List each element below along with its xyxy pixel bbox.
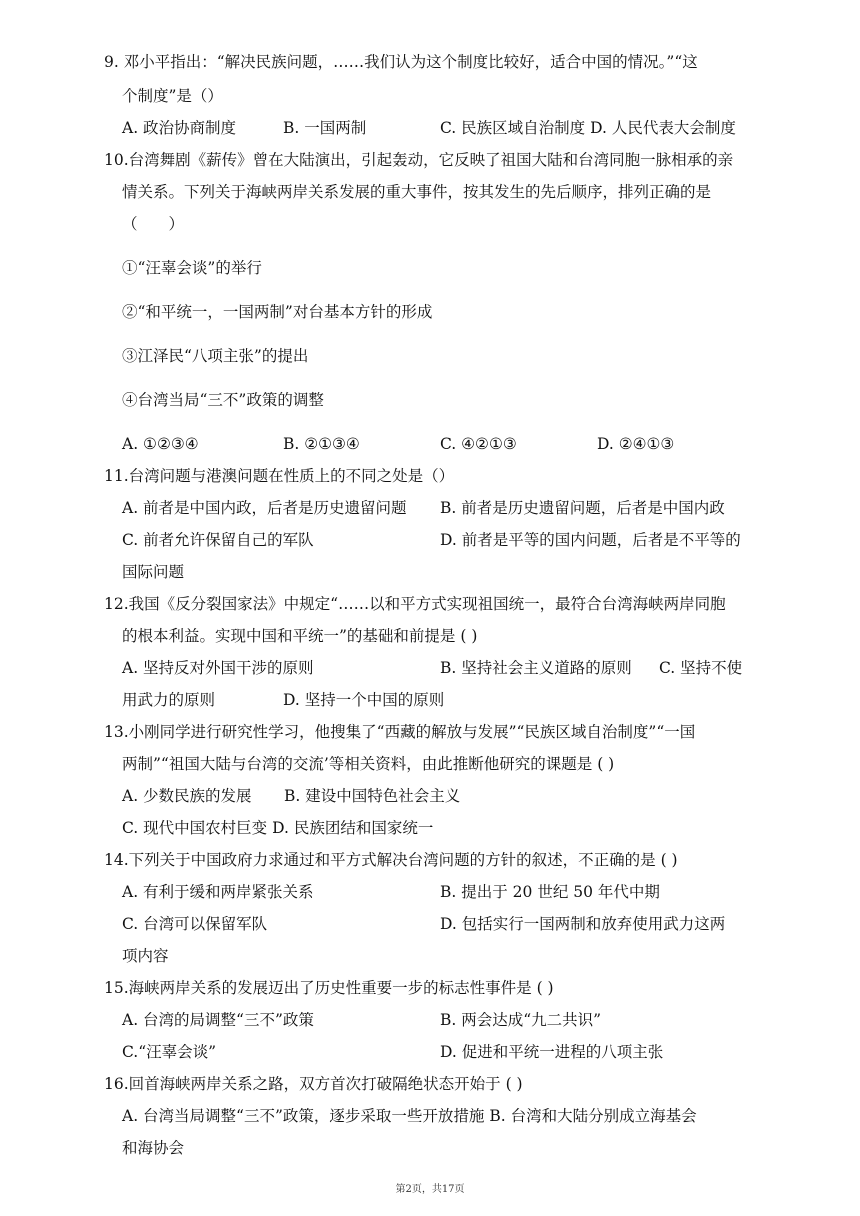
q15-option-b: B. 两会达成“九二共识” (440, 1011, 602, 1029)
q10-option-d: D. ②④①③ (597, 435, 675, 453)
q11-option-b: B. 前者是历史遗留问题，后者是中国内政 (440, 499, 725, 517)
q16-option-b-continued: 和海协会 (122, 1139, 185, 1157)
q11-option-d-continued: 国际问题 (122, 563, 185, 581)
q11-option-d: D. 前者是平等的国内问题，后者是不平等的 (440, 531, 741, 549)
q13-option-c-d: C. 现代中国农村巨变 D. 民族团结和国家统一 (122, 819, 434, 837)
q9-option-a: A. 政治协商制度 (122, 119, 237, 137)
q10-option-a: A. ①②③④ (122, 435, 199, 453)
q15-option-c: C.“汪辜会谈” (122, 1043, 217, 1061)
q12-option-c: C. 坚持不使 (659, 659, 743, 677)
q10-stem-line-1: 10.台湾舞剧《薪传》曾在大陆演出，引起轰动，它反映了祖国大陆和台湾同胞一脉相承的亲 (104, 151, 734, 169)
q10-stem-line-2: 情关系。下列关于海峡两岸关系发展的重大事件，按其发生的先后顺序，排列正确的是 (122, 183, 712, 201)
q9-option-c-d: C. 民族区域自治制度 D. 人民代表大会制度 (440, 119, 736, 137)
q9-option-b: B. 一国两制 (283, 119, 367, 137)
q11-option-a: A. 前者是中国内政，后者是历史遗留问题 (122, 499, 407, 517)
q12-option-d: D. 坚持一个中国的原则 (283, 691, 445, 709)
q15-stem-line-1: 15.海峡两岸关系的发展迈出了历史性重要一步的标志性事件是 ( ) (104, 979, 554, 997)
q14-option-c: C. 台湾可以保留军队 (122, 915, 268, 933)
page-footer: 第2页，共17页 (395, 1184, 465, 1195)
q13-option-a: A. 少数民族的发展 (122, 787, 252, 805)
q12-option-a: A. 坚持反对外国干涉的原则 (122, 659, 314, 677)
q10-item-4: ④台湾当局“三不”政策的调整 (122, 391, 324, 409)
q12-stem-line-2: 的根本利益。实现中国和平统一”的基础和前提是 ( ) (122, 627, 478, 645)
q10-item-2: ②“和平统一，一国两制”对台基本方针的形成 (122, 303, 433, 321)
q11-stem-line-1: 11.台湾问题与港澳问题在性质上的不同之处是（） (104, 467, 455, 485)
q12-option-b: B. 坚持社会主义道路的原则 (440, 659, 632, 677)
q14-option-a: A. 有利于缓和两岸紧张关系 (122, 883, 314, 901)
q15-option-d: D. 促进和平统一进程的八项主张 (440, 1043, 664, 1061)
q16-stem-line-1: 16.回首海峡两岸关系之路，双方首次打破隔绝状态开始于 ( ) (104, 1075, 523, 1093)
q11-option-c: C. 前者允许保留自己的军队 (122, 531, 314, 549)
q10-item-3: ③江泽民“八项主张”的提出 (122, 347, 309, 365)
q14-stem-line-1: 14.下列关于中国政府力求通过和平方式解决台湾问题的方针的叙述，不正确的是 ( ) (104, 851, 678, 869)
q9-stem-line-1: 9. 邓小平指出：“解决民族问题，……我们认为这个制度比较好，适合中国的情况。”“这 (104, 53, 698, 71)
q13-stem-line-2: 两制”“祖国大陆与台湾的交流’等相关资料，由此推断他研究的课题是 ( ) (122, 755, 615, 773)
q13-option-b: B. 建设中国特色社会主义 (284, 787, 461, 805)
q14-option-d: D. 包括实行一国两制和放弃使用武力这两 (440, 915, 726, 933)
q10-item-1: ①“汪辜会谈”的举行 (122, 259, 262, 277)
q15-option-a: A. 台湾的局调整“三不”政策 (122, 1011, 314, 1029)
q10-stem-line-3: （ ） (122, 215, 185, 233)
q14-option-d-continued: 项内容 (122, 947, 169, 965)
q10-option-b: B. ②①③④ (283, 435, 360, 453)
q16-option-a-b: A. 台湾当局调整“三不”政策，逐步采取一些开放措施 B. 台湾和大陆分别成立海基会 (122, 1107, 697, 1125)
q10-option-c: C. ④②①③ (440, 435, 517, 453)
q13-stem-line-1: 13.小刚同学进行研究性学习，他搜集了“西藏的解放与发展”“民族区域自治制度”“一国 (104, 723, 696, 741)
q12-option-c-continued: 用武力的原则 (122, 691, 216, 709)
q14-option-b: B. 提出于 20 世纪 50 年代中期 (440, 883, 660, 901)
q9-stem-line-2: 个制度”是（） (122, 87, 223, 105)
q12-stem-line-1: 12.我国《反分裂国家法》中规定“……以和平方式实现祖国统一，最符合台湾海峡两岸同胞 (104, 595, 726, 613)
